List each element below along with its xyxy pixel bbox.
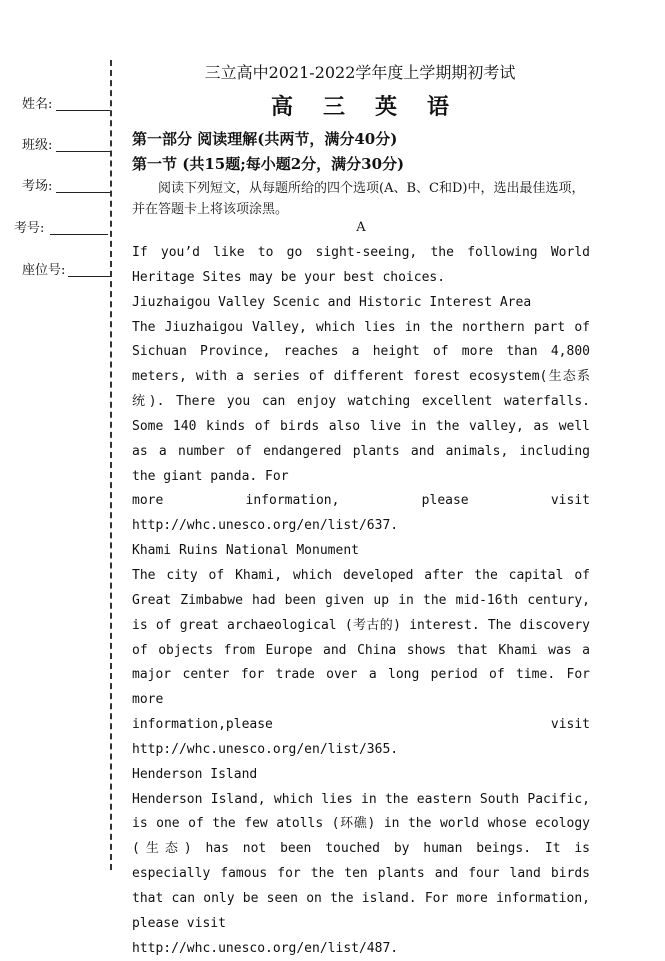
site-url: http://whc.unesco.org/en/list/365. (132, 741, 399, 757)
exam-number-underline (50, 234, 108, 235)
exam-room-field[interactable] (22, 175, 110, 195)
site-description: The Jiuzhaigou Valley, which lies in the northern part of Sichuan Province, reaches a height of more than 4,800 meters, with a series of different forest ecosystem(生态系统). There you can enjoy watching excellent waterfalls. Some 140 kinds of birds also live in the valley, as well as a number of endangered plants and animals, including the giant panda. For (132, 319, 590, 484)
site-description: Henderson Island, which lies in the eastern South Pacific, is one of the few atolls (环礁) in the world whose ecology (生态) has not been touched by human beings. It is especially famous for the ten plants and four land birds that can only be seen on the island. For more information, please visit (132, 791, 590, 931)
site-description: The city of Khami, which developed after the capital of Great Zimbabwe had been given up in the mid-16th century, is of great archaeological (考古的) interest. The discovery of objects from Europe and China shows that Khami was a major center for trade over a long period of time. For more (132, 567, 590, 708)
class-label: 班级: (22, 138, 53, 153)
seat-underline (68, 276, 110, 277)
site-title: Khami Ruins National Monument (132, 543, 359, 559)
section-one-title: 第一节 (共15题;每小题2分，满分30分) (132, 155, 405, 173)
site-url: http://whc.unesco.org/en/list/487. (132, 940, 399, 956)
exam-room-label: 考场: (22, 179, 53, 194)
seat-field[interactable] (22, 259, 110, 279)
class-field[interactable] (22, 134, 110, 154)
more-info-line: information,please visit (132, 717, 590, 733)
part-one-title: 第一部分 阅读理解(共两节，满分40分) (132, 130, 398, 148)
passage-intro: If you’d like to go sight-seeing, the following World Heritage Sites may be your best choices. (132, 245, 590, 285)
more-info-line: more information, please visit (132, 493, 590, 509)
exam-number-label: 考号: (14, 221, 45, 236)
exam-number-field[interactable] (14, 217, 110, 237)
passage-label: A (356, 220, 366, 235)
name-underline (56, 110, 110, 111)
name-field[interactable] (22, 93, 110, 113)
exam-header: 三立高中2021-2022学年度上学期期初考试 (204, 63, 516, 82)
seat-label: 座位号: (22, 263, 66, 278)
passage-text (132, 241, 590, 961)
site-title: Jiuzhaigou Valley Scenic and Historic Interest Area (132, 294, 532, 310)
class-underline (56, 151, 110, 152)
site-title: Henderson Island (132, 766, 258, 782)
subject-title: 高三英语 (270, 94, 479, 120)
name-label: 姓名: (22, 97, 53, 112)
binding-margin-dashed-line (110, 60, 112, 870)
instructions: 阅读下列短文，从每题所给的四个选项(A、B、C和D)中，选出最佳选项，并在答题卡上将该项涂黑。 (132, 181, 585, 217)
site-url: http://whc.unesco.org/en/list/637. (132, 518, 399, 534)
exam-room-underline (56, 192, 110, 193)
